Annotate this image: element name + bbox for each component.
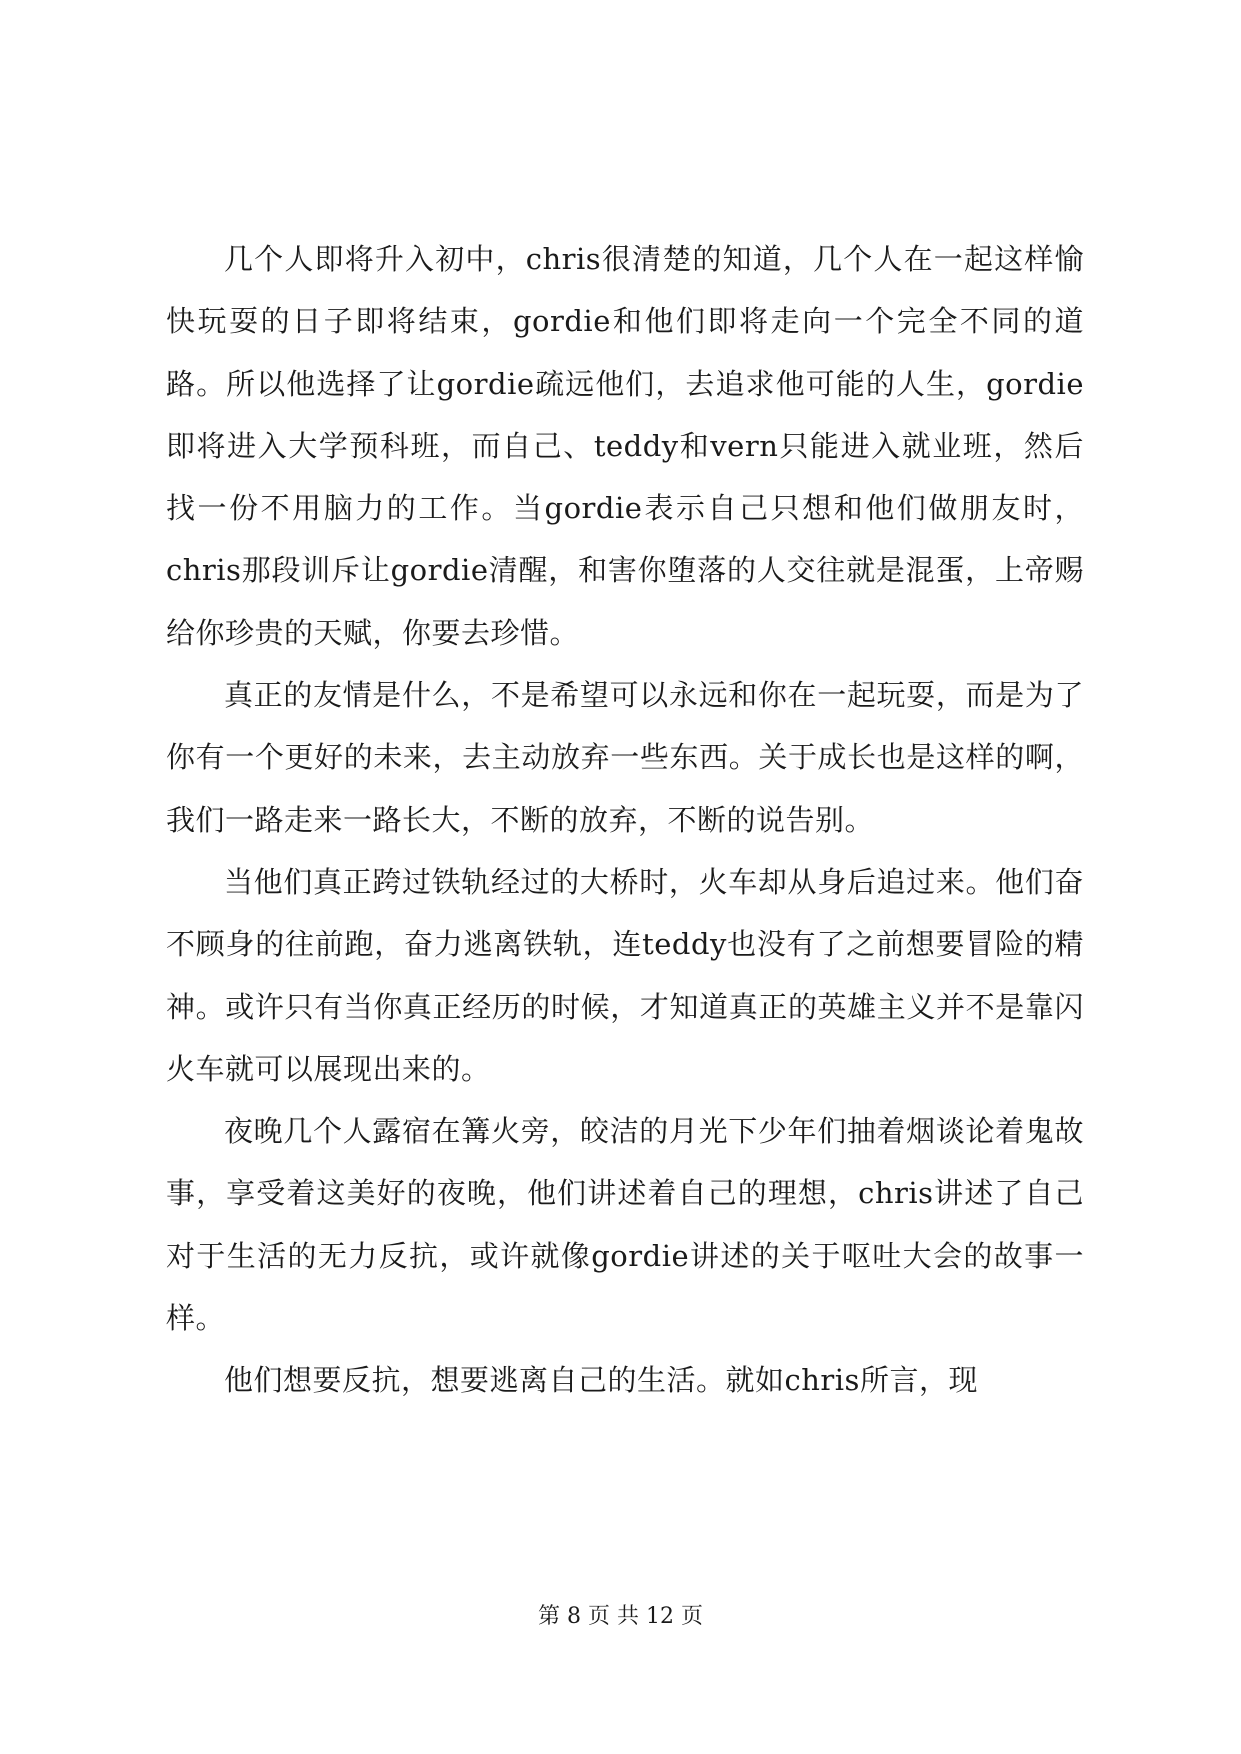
paragraph-4: 夜晚几个人露宿在篝火旁，皎洁的月光下少年们抽着烟谈论着鬼故事，享受着这美好的夜晚，他们讲述着自己的理想，chris讲述了自己对于生活的无力反抗，或许就像gordie讲述的关于呕吐大会的故事一样。	[166, 1114, 1084, 1336]
paragraph-2: 真正的友情是什么，不是希望可以永远和你在一起玩耍，而是为了你有一个更好的未来，去主动放弃一些东西。关于成长也是这样的啊，我们一路走来一路长大，不断的放弃，不断的说告别。	[166, 678, 1084, 837]
page-number-footer: 第 8 页 共 12 页	[538, 1604, 703, 1629]
document-body	[166, 228, 1084, 1412]
paragraph-3: 当他们真正跨过铁轨经过的大桥时，火车却从身后追过来。他们奋不顾身的往前跑，奋力逃离铁轨，连teddy也没有了之前想要冒险的精神。或许只有当你真正经历的时候，才知道真正的英雄主义并不是靠闪火车就可以展现出来的。	[166, 864, 1084, 1086]
paragraph-5: 他们想要反抗，想要逃离自己的生活。就如chris所言，现	[224, 1363, 978, 1398]
paragraph-1: 几个人即将升入初中，chris很清楚的知道，几个人在一起这样愉快玩耍的日子即将结束，gordie和他们即将走向一个完全不同的道路。所以他选择了让gordie疏远他们，去追求他可能的人生，gordie即将进入大学预科班，而自己、teddy和vern只能进入就业班，然后找一份不用脑力的工作。当gordie表示自己只想和他们做朋友时，chris那段训斥让gordie清醒，和害你堕落的人交往就是混蛋，上帝赐给你珍贵的天赋，你要去珍惜。	[166, 242, 1084, 650]
